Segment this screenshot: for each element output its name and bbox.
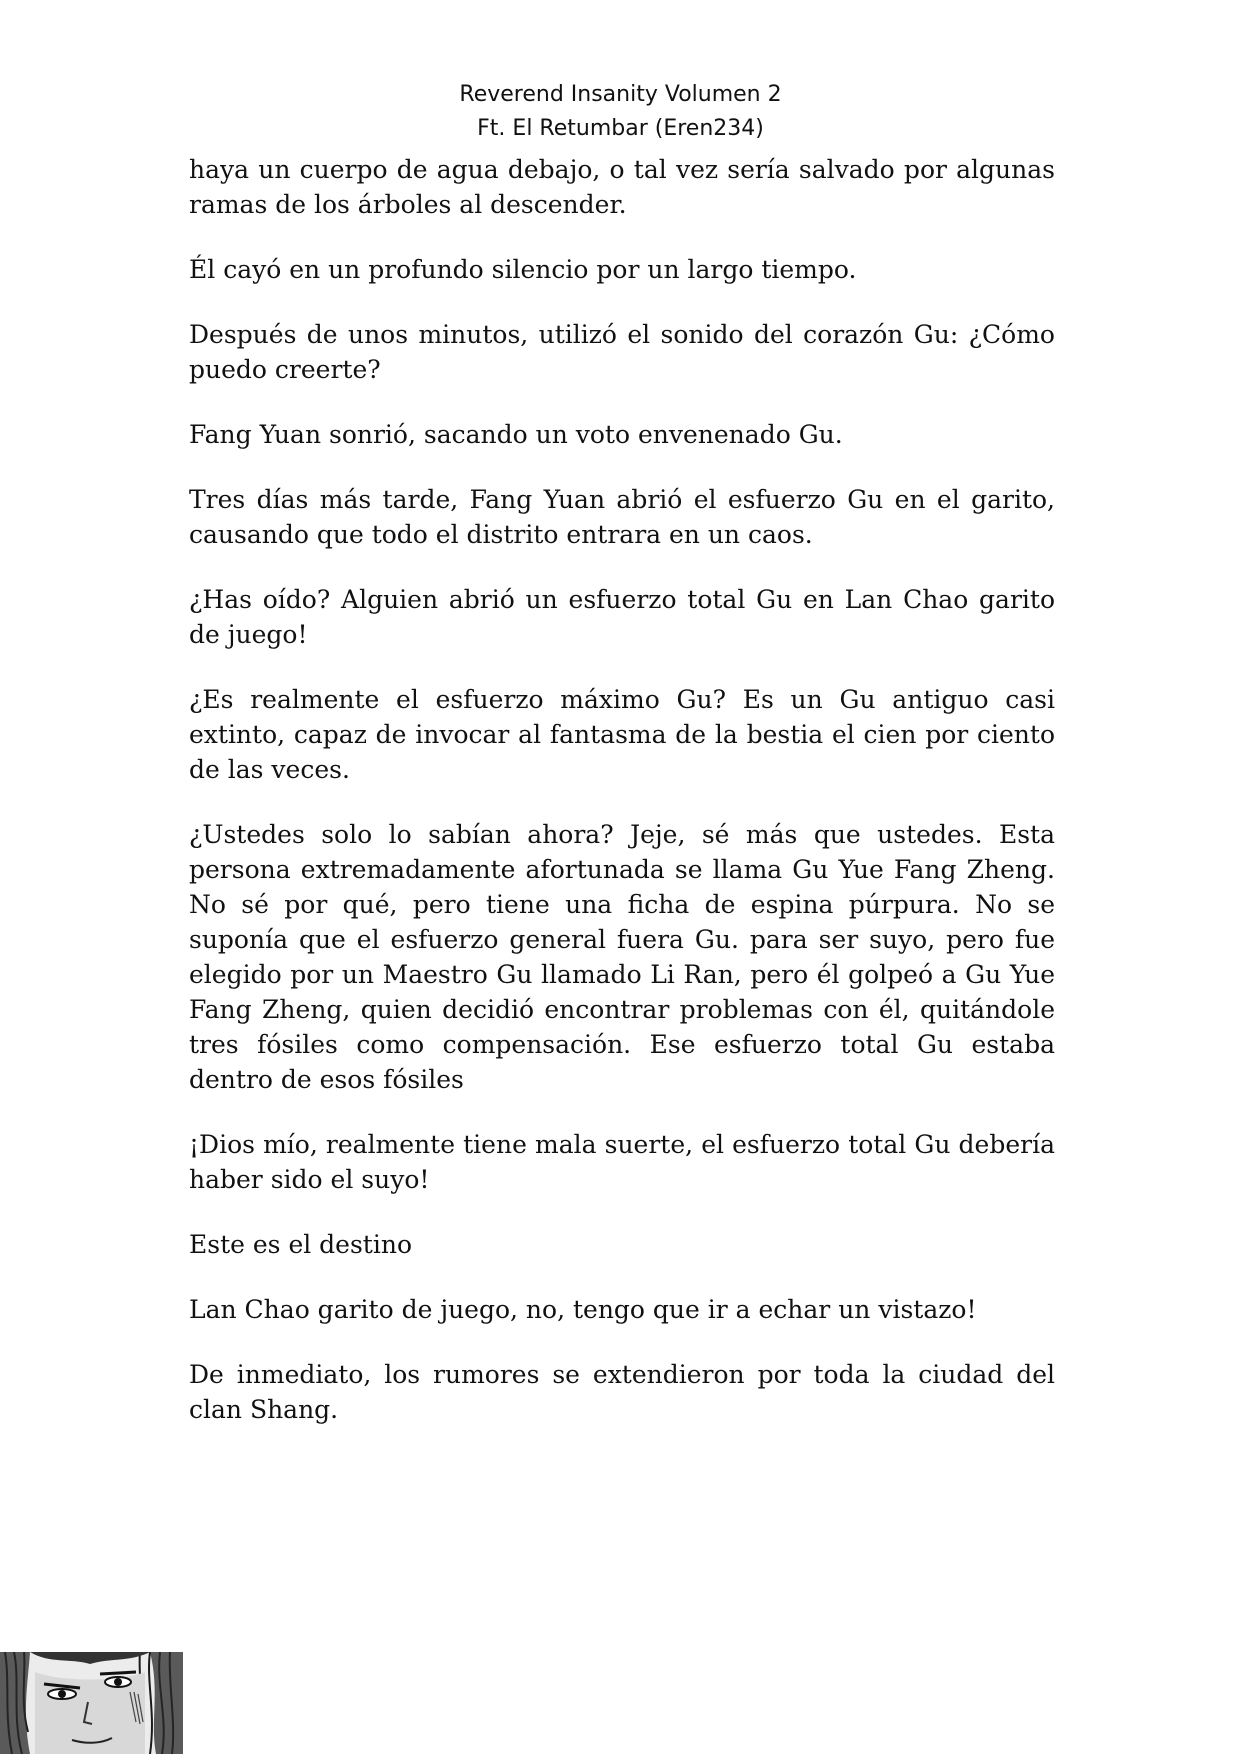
paragraph: Tres días más tarde, Fang Yuan abrió el esfuerzo Gu en el garito, causando que todo el distrito entrara en un caos. <box>189 485 1055 549</box>
header-title: Reverend Insanity Volumen 2 <box>459 82 782 107</box>
paragraph: Fang Yuan sonrió, sacando un voto envenenado Gu. <box>189 420 843 449</box>
paragraph: Lan Chao garito de juego, no, tengo que ir a echar un vistazo! <box>189 1295 977 1324</box>
document-body <box>189 152 1055 1457</box>
paragraph: haya un cuerpo de agua debajo, o tal vez sería salvado por algunas ramas de los árboles al descender. <box>189 155 1055 219</box>
paragraph: ¿Ustedes solo lo sabían ahora? Jeje, sé más que ustedes. Esta persona extremadamente afortunada se llama Gu Yue Fang Zheng. No sé por qué, pero tiene una ficha de espina púrpura. No se suponía que el esfuerzo general fuera Gu. para ser suyo, pero fue elegido por un Maestro Gu llamado Li Ran, pero él golpeó a Gu Yue Fang Zheng, quien decidió encontrar problemas con él, quitándole tres fósiles como compensación. Ese esfuerzo total Gu estaba dentro de esos fósiles <box>189 820 1055 1094</box>
paragraph: ¿Has oído? Alguien abrió un esfuerzo total Gu en Lan Chao garito de juego! <box>189 585 1055 649</box>
paragraph: Este es el destino <box>189 1230 412 1259</box>
paragraph: Después de unos minutos, utilizó el sonido del corazón Gu: ¿Cómo puedo creerte? <box>189 320 1055 384</box>
page-header <box>0 78 1241 146</box>
manga-portrait-icon <box>0 1652 183 1754</box>
paragraph: ¡Dios mío, realmente tiene mala suerte, el esfuerzo total Gu debería haber sido el suyo! <box>189 1130 1055 1194</box>
paragraph: De inmediato, los rumores se extendieron por toda la ciudad del clan Shang. <box>189 1360 1055 1424</box>
paragraph: Él cayó en un profundo silencio por un largo tiempo. <box>189 255 857 284</box>
paragraph: ¿Es realmente el esfuerzo máximo Gu? Es un Gu antiguo casi extinto, capaz de invocar al fantasma de la bestia el cien por ciento de las veces. <box>189 685 1055 784</box>
header-subtitle: Ft. El Retumbar (Eren234) <box>477 116 764 141</box>
